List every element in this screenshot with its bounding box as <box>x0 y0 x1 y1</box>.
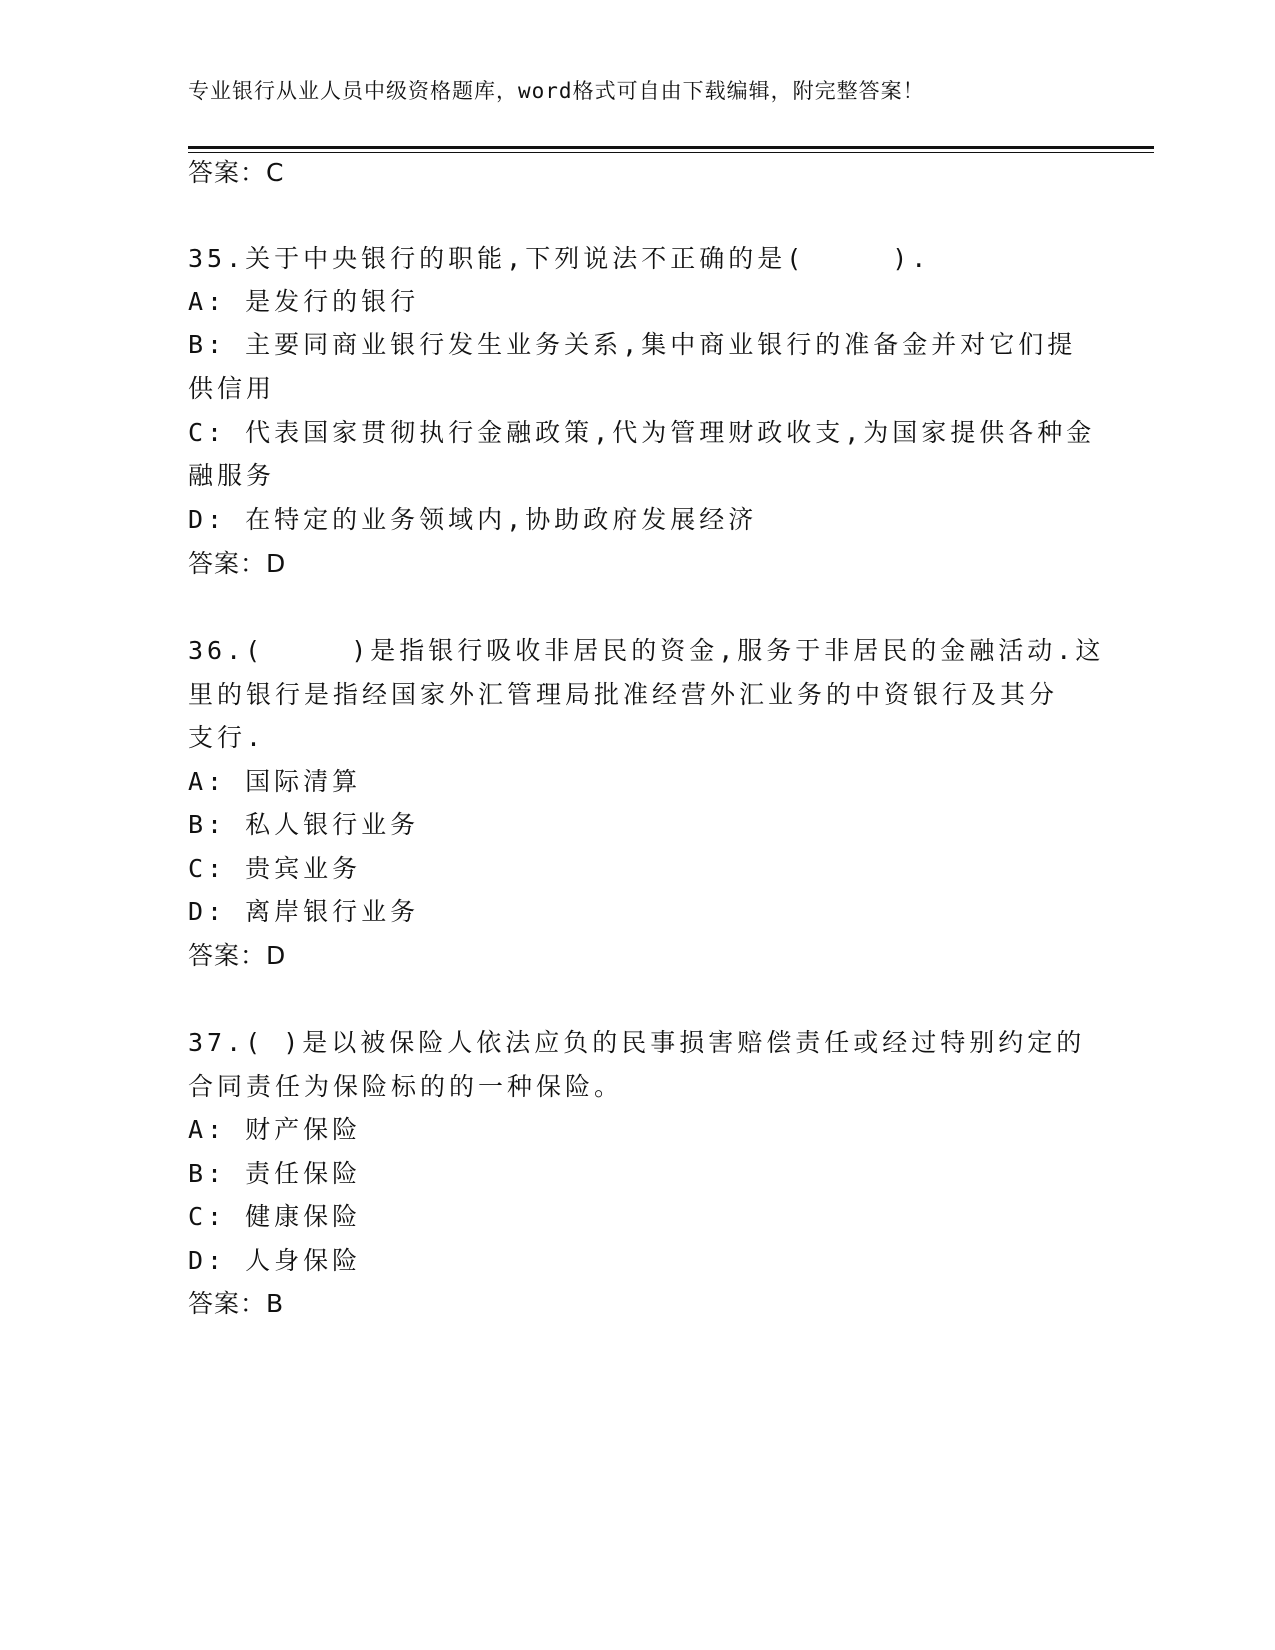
question-35-stem: 35.关于中央银行的职能,下列说法不正确的是( ). <box>188 244 931 273</box>
question-35-option-b-cont: 供信用 <box>188 374 276 403</box>
header-rule-thin <box>188 152 1154 153</box>
question-36-option-b: B: 私人银行业务 <box>188 810 420 839</box>
header-rule-thick <box>188 146 1154 149</box>
question-37-option-b: B: 责任保险 <box>188 1159 362 1188</box>
question-36-option-c: C: 贵宾业务 <box>188 854 362 883</box>
question-36-stem-line3: 支行. <box>188 723 266 752</box>
question-37-answer: 答案：B <box>188 1289 285 1318</box>
page-header: 专业银行从业人员中级资格题库，word格式可自由下载编辑，附完整答案！ <box>188 79 925 103</box>
question-36-option-d: D: 离岸银行业务 <box>188 897 420 926</box>
previous-answer: 答案：C <box>188 158 285 187</box>
question-37-stem-line2: 合同责任为保险标的的一种保险。 <box>188 1072 624 1101</box>
question-36-option-a: A: 国际清算 <box>188 767 362 796</box>
question-36-stem: 36.( )是指银行吸收非居民的资金,服务于非居民的金融活动.这 <box>188 636 1105 665</box>
question-35-option-c-cont: 融服务 <box>188 461 276 490</box>
question-35-option-a: A: 是发行的银行 <box>188 287 420 316</box>
question-37-option-d: D: 人身保险 <box>188 1246 362 1275</box>
question-36-answer: 答案：D <box>188 941 287 970</box>
question-37-stem: 37.( )是以被保险人依法应负的民事损害赔偿责任或经过特别约定的 <box>188 1028 1086 1057</box>
question-35-answer: 答案：D <box>188 549 287 578</box>
question-35-option-b: B: 主要同商业银行发生业务关系,集中商业银行的准备金并对它们提 <box>188 330 1077 359</box>
question-37-option-a: A: 财产保险 <box>188 1115 362 1144</box>
question-36-stem-line2: 里的银行是指经国家外汇管理局批准经营外汇业务的中资银行及其分 <box>188 680 1059 709</box>
question-35-option-d: D: 在特定的业务领域内,协助政府发展经济 <box>188 505 758 534</box>
question-37-option-c: C: 健康保险 <box>188 1202 362 1231</box>
question-35-option-c: C: 代表国家贯彻执行金融政策,代为管理财政收支,为国家提供各种金 <box>188 418 1096 447</box>
